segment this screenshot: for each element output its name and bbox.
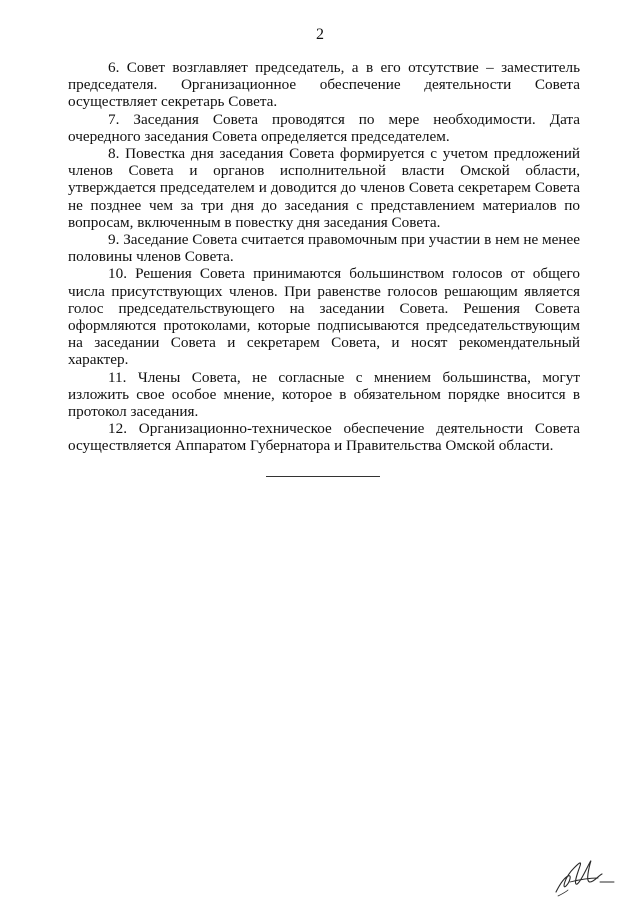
paragraph-7: 7. Заседания Совета проводятся по мере необходимости. Дата очередного заседания Совета определяется председателем. (68, 110, 580, 145)
paragraph-11: 11. Члены Совета, не согласные с мнением большинства, могут изложить свое особое мнение, которое в обязательном порядке вносится в протокол заседания. (68, 368, 580, 421)
page-number: 2 (316, 26, 324, 43)
paragraph-10: 10. Решения Совета принимаются большинством голосов от общего числа присутствующих членов. При равенстве голосов решающим является голос председательствующего на заседании Совета. Решения Совета оформляются протоколами, которые подписываются председательствующим на заседании Совета и секретарем Совета, и носят рекомендательный характер. (68, 265, 580, 369)
document-body (68, 59, 580, 455)
paragraph-9: 9. Заседание Совета считается правомочным при участии в нем не менее половины членов Совета. (68, 231, 580, 266)
paragraph-6: 6. Совет возглавляет председатель, а в его отсутствие – заместитель председателя. Организационное обеспечение деятельности Совета осуществляет секретарь Совета. (68, 59, 580, 111)
end-divider (266, 476, 380, 477)
paragraph-8: 8. Повестка дня заседания Совета формируется с учетом предложений членов Совета и органов исполнительной власти Омской области, утверждается председателем и доводится до членов Совета секретарем Совета не позднее чем за три дня до заседания с представлением материалов по вопросам, включенным в повестку дня заседания Совета. (68, 145, 580, 231)
handwritten-signature-icon (548, 848, 618, 900)
paragraph-12: 12. Организационно-техническое обеспечение деятельности Совета осуществляется Аппаратом Губернатора и Правительства Омской области. (68, 420, 580, 455)
